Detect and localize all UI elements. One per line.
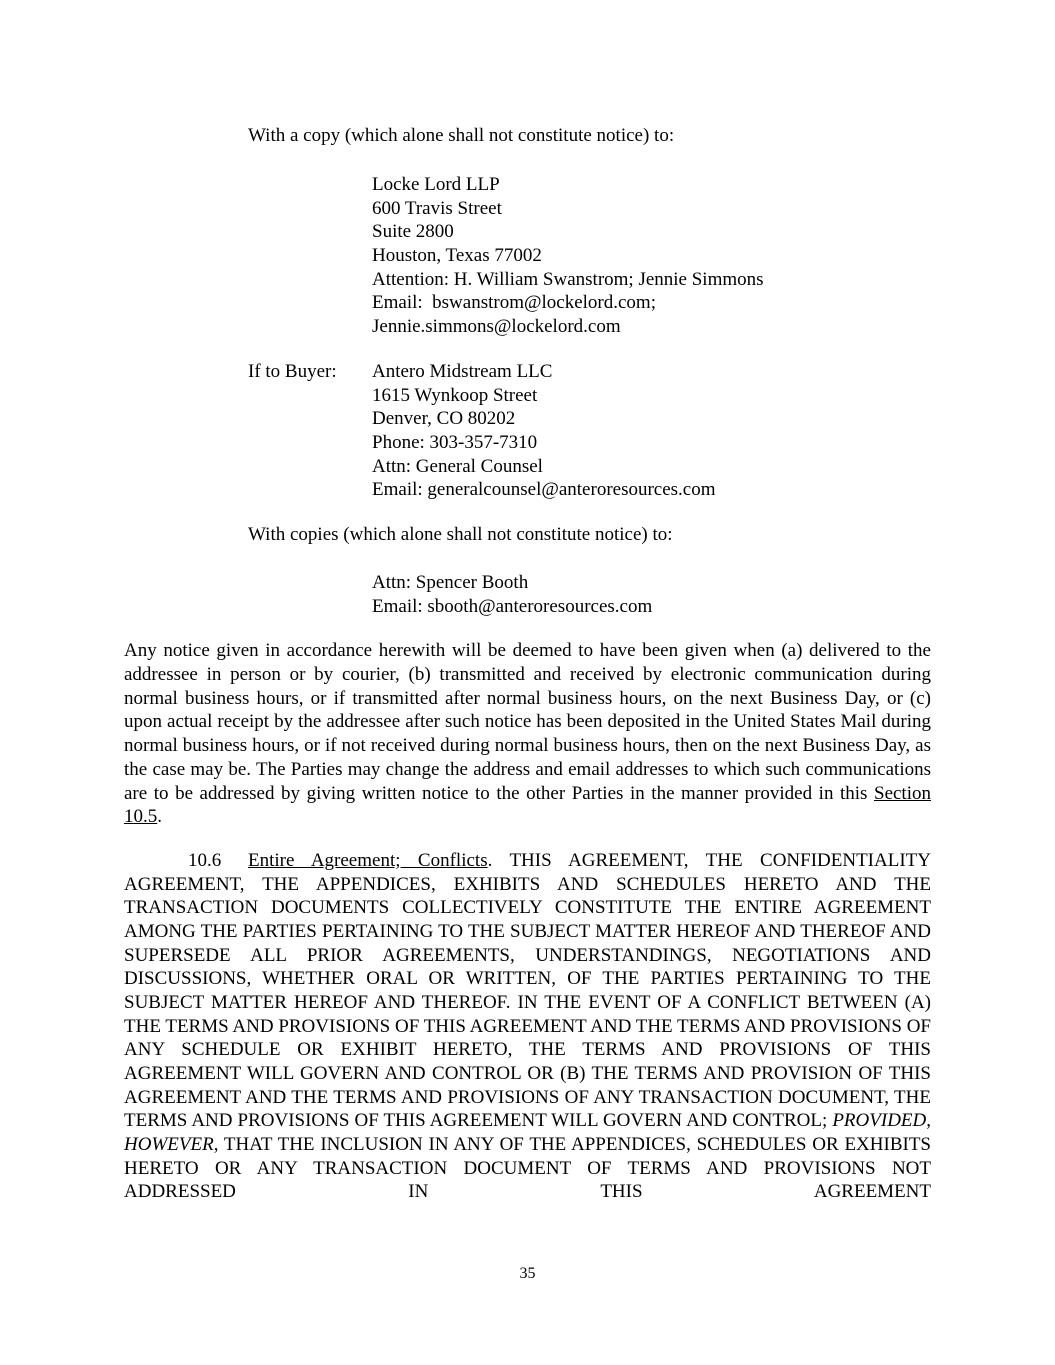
- copies-intro: With copies (which alone shall not constitute notice) to:: [248, 524, 673, 545]
- buyer-address: [372, 360, 716, 502]
- section-remainder: , THAT THE INCLUSION IN ANY OF THE APPENDICES, SCHEDULES OR EXHIBITS HERETO OR ANY TRANSACTION DOCUMENT OF TERMS AND PROVISIONS NOT ADDRESSED IN THIS AGREEMENT: [124, 1133, 931, 1203]
- address-line: Email: bswanstrom@lockelord.com;: [372, 292, 656, 314]
- address-line: 600 Travis Street: [372, 197, 502, 219]
- buyer-copies-address: [372, 571, 652, 618]
- page-number: 35: [519, 1265, 536, 1282]
- address-line: Denver, CO 80202: [372, 408, 516, 430]
- address-line: Email: generalcounsel@anteroresources.com: [372, 479, 716, 501]
- address-line: Houston, Texas 77002: [372, 245, 542, 267]
- however-term: HOWEVER: [124, 1133, 214, 1155]
- address-line: Attn: General Counsel: [372, 455, 543, 477]
- address-line: 1615 Wynkoop Street: [372, 384, 538, 406]
- section-comma: ,: [926, 1110, 931, 1132]
- provided-term: PROVIDED: [832, 1110, 927, 1132]
- section-10-6-paragraph: [124, 849, 931, 1228]
- section-body: . THIS AGREEMENT, THE CONFIDENTIALITY AGREEMENT, THE APPENDICES, EXHIBITS AND SCHEDULES HERETO AND THE TRANSACTION DOCUMENTS COLLECTIVELY CONSTITUTE THE ENTIRE AGREEMENT AMONG THE PARTIES PERTAINING TO THE SUBJECT MATTER HEREOF AND THEREOF AND SUPERSEDE ALL PRIOR AGREEMENTS, UNDERSTANDINGS, NEGOTIATIONS AND DISCUSSIONS, WHETHER ORAL OR WRITTEN, OF THE PARTIES PERTAINING TO THE SUBJECT MATTER HEREOF AND THEREOF. IN THE EVENT OF A CONFLICT BETWEEN (A) THE TERMS AND PROVISIONS OF THIS AGREEMENT AND THE TERMS AND PROVISIONS OF ANY SCHEDULE OR EXHIBIT HERETO, THE TERMS AND PROVISIONS OF THIS AGREEMENT WILL GOVERN AND CONTROL OR (B) THE TERMS AND PROVISION OF THIS AGREEMENT AND THE TERMS AND PROVISIONS OF ANY TRANSACTION DOCUMENT, THE TERMS AND PROVISIONS OF THIS AGREEMENT WILL GOVERN AND CONTROL;: [124, 850, 931, 1132]
- section-number: 10.6: [188, 850, 222, 871]
- section-reference: Section 10.5: [124, 782, 931, 828]
- notice-paragraph: [124, 639, 931, 829]
- address-line: Antero Midstream LLC: [372, 361, 553, 382]
- address-line: Jennie.simmons@lockelord.com: [372, 316, 621, 338]
- buyer-label: If to Buyer:: [248, 361, 337, 382]
- address-line: Suite 2800: [372, 221, 454, 243]
- address-line: Attention: H. William Swanstrom; Jennie Simmons: [372, 268, 764, 290]
- address-line: Locke Lord LLP: [372, 174, 500, 195]
- notice-text: Any notice given in accordance herewith will be deemed to have been given when (a) delivered to the addressee in person or by courier, (b) transmitted and received by electronic communication during normal business hours, or if transmitted after normal business hours, on the next Business Day, or (c) upon actual receipt by the addressee after such notice has been deposited in the United States Mail during normal business hours, or if not received during normal business hours, then on the next Business Day, as the case may be. The Parties may change the address and email addresses to which such communications are to be addressed by giving written notice to the other Parties in the manner provided in this: [124, 640, 931, 804]
- section-heading: Entire Agreement; Conflicts: [248, 850, 488, 871]
- copy-intro: With a copy (which alone shall not constitute notice) to:: [248, 125, 675, 146]
- notice-end: .: [157, 806, 162, 828]
- address-line: Email: sbooth@anteroresources.com: [372, 595, 653, 617]
- seller-counsel-address: [372, 173, 764, 339]
- address-line: Phone: 303-357-7310: [372, 432, 538, 454]
- address-line: Attn: Spencer Booth: [372, 572, 529, 593]
